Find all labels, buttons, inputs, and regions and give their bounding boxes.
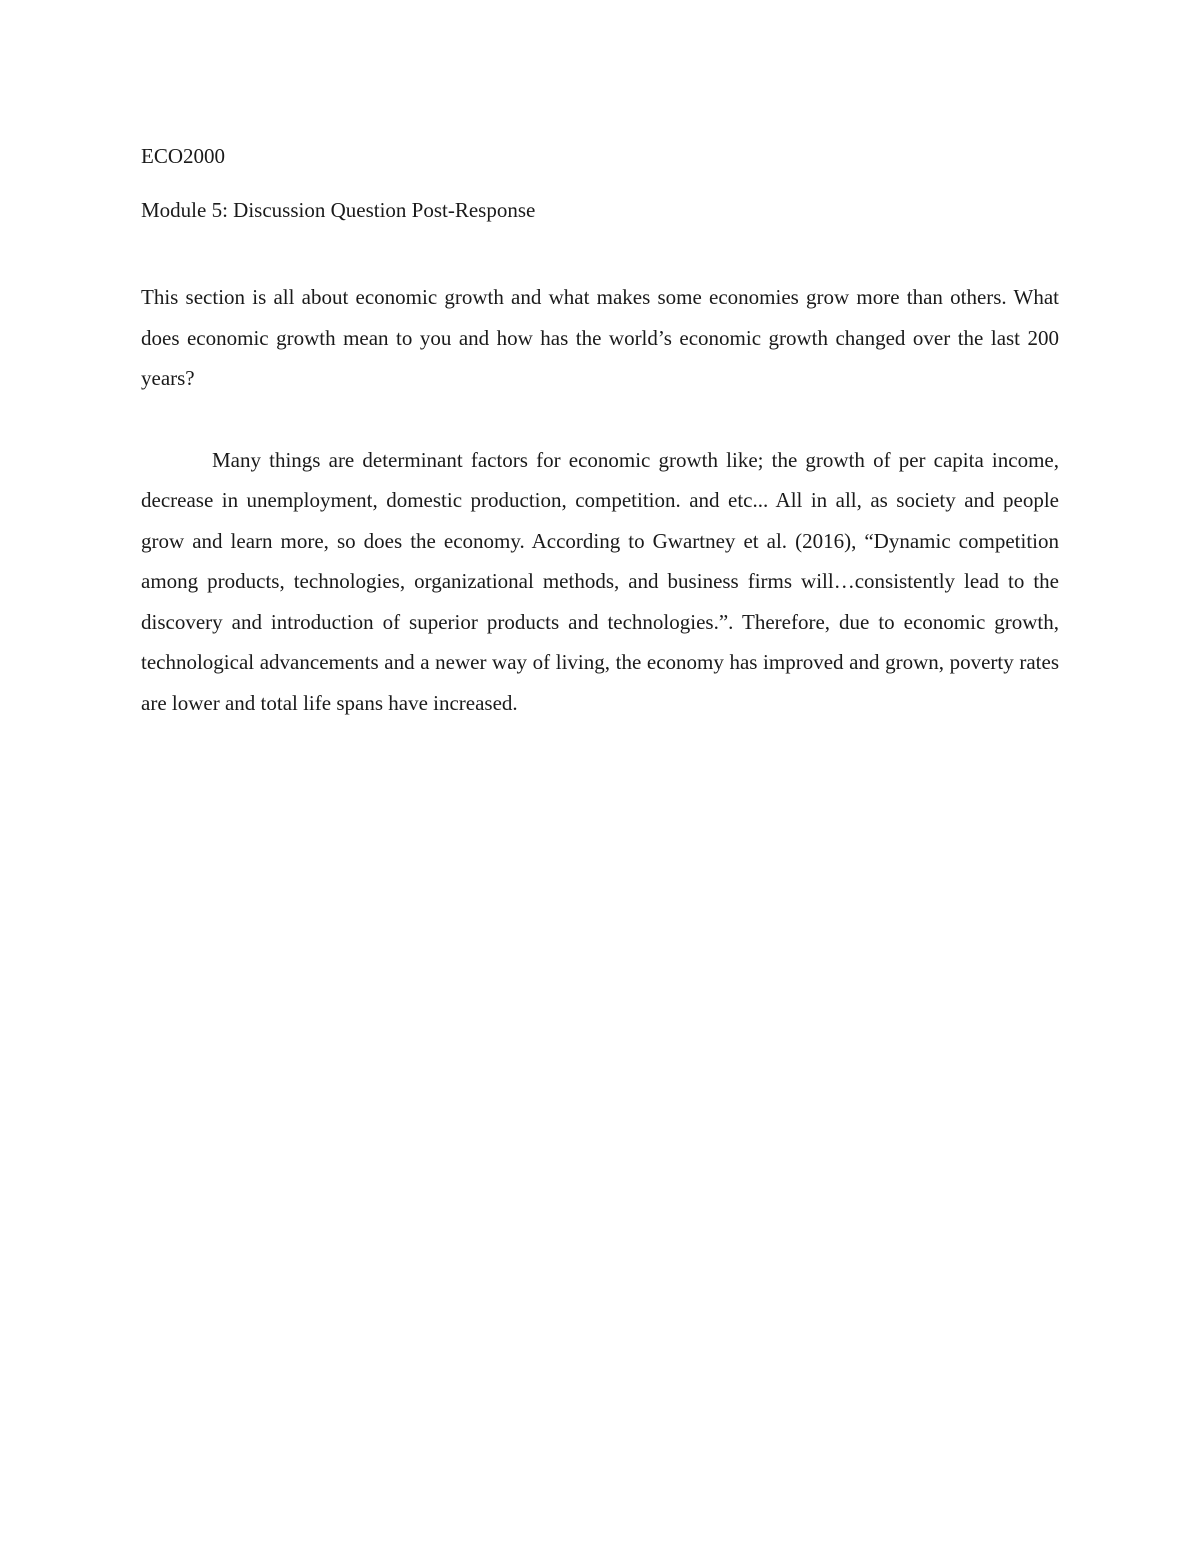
document-body — [141, 141, 1059, 723]
response-paragraph: Many things are determinant factors for economic growth like; the growth of per capita income, decrease in unemployment, domestic production, competition. and etc... All in all, as society and people grow and learn more, so does the economy. According to Gwartney et al. (2016), “Dynamic competition among products, technologies, organizational methods, and business firms will…consistently lead to the discovery and introduction of superior products and technologies.”. Therefore, due to economic growth, technological advancements and a newer way of living, the economy has improved and grown, poverty rates are lower and total life spans have increased. — [141, 447, 1059, 715]
course-code: ECO2000 — [141, 144, 225, 168]
module-title: Module 5: Discussion Question Post-Response — [141, 198, 536, 222]
discussion-question: This section is all about economic growth and what makes some economies grow more than others. What does economic growth mean to you and how has the world’s economic growth changed over the last 200 years? — [141, 285, 1059, 390]
